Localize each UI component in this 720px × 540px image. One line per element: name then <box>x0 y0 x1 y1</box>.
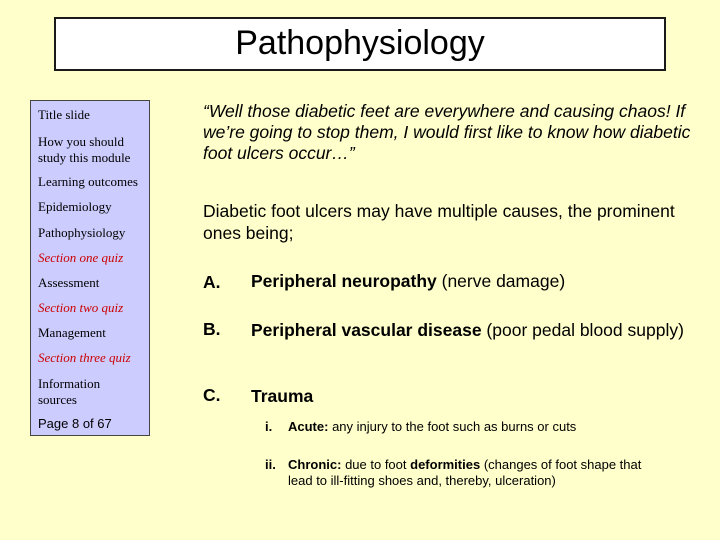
cause-b-letter: B. <box>203 319 221 339</box>
cause-b-detail: (poor pedal blood supply) <box>481 320 684 340</box>
cause-a-letter: A. <box>203 272 221 292</box>
trauma-chronic-detail-2: (changes of foot shape that lead to ill-fitting shoes and, thereby, ulceration) <box>288 457 642 488</box>
trauma-acute-detail: any injury to the foot such as burns or cuts <box>328 419 577 434</box>
trauma-acute-label: Acute: <box>288 419 329 434</box>
intro-text: Diabetic foot ulcers may have multiple causes, the prominent ones being; <box>203 201 675 243</box>
title-box <box>54 17 666 71</box>
nav-information-sources[interactable]: Information sources <box>38 376 101 407</box>
trauma-chronic-keyword: deformities <box>410 457 481 472</box>
nav-section-one-quiz[interactable]: Section one quiz <box>38 250 124 265</box>
trauma-chronic-detail: due to foot <box>341 457 411 472</box>
nav-management[interactable]: Management <box>38 325 106 340</box>
trauma-acute-num: i. <box>265 419 273 434</box>
cause-a-title: Peripheral neuropathy <box>251 271 437 291</box>
nav-assessment[interactable]: Assessment <box>38 275 100 290</box>
nav-how-to-study[interactable]: How you should study this module <box>38 134 131 165</box>
trauma-chronic <box>288 457 668 489</box>
cause-a-detail: (nerve damage) <box>436 271 566 291</box>
page-title: Pathophysiology <box>235 24 485 62</box>
trauma-chronic-num: ii. <box>265 457 276 472</box>
page-counter: Page 8 of 67 <box>38 416 112 431</box>
nav-title-slide[interactable]: Title slide <box>38 107 90 122</box>
nav-learning-outcomes[interactable]: Learning outcomes <box>38 174 138 189</box>
nav-pathophysiology[interactable]: Pathophysiology <box>38 225 126 240</box>
cause-a <box>251 272 701 290</box>
cause-c-title: Trauma <box>251 386 314 406</box>
cause-b-title: Peripheral vascular disease <box>251 320 482 340</box>
cause-b <box>251 321 701 339</box>
cause-c <box>251 387 701 405</box>
trauma-chronic-label: Chronic: <box>288 457 342 472</box>
nav-section-two-quiz[interactable]: Section two quiz <box>38 300 124 315</box>
quote-text: “Well those diabetic feet are everywhere and causing chaos! If we’re going to stop them, I would first like to know how diabetic foot ulcers occur…” <box>203 101 691 163</box>
nav-epidemiology[interactable]: Epidemiology <box>38 199 112 214</box>
cause-c-letter: C. <box>203 385 221 405</box>
nav-section-three-quiz[interactable]: Section three quiz <box>38 350 131 365</box>
trauma-acute <box>288 419 698 435</box>
